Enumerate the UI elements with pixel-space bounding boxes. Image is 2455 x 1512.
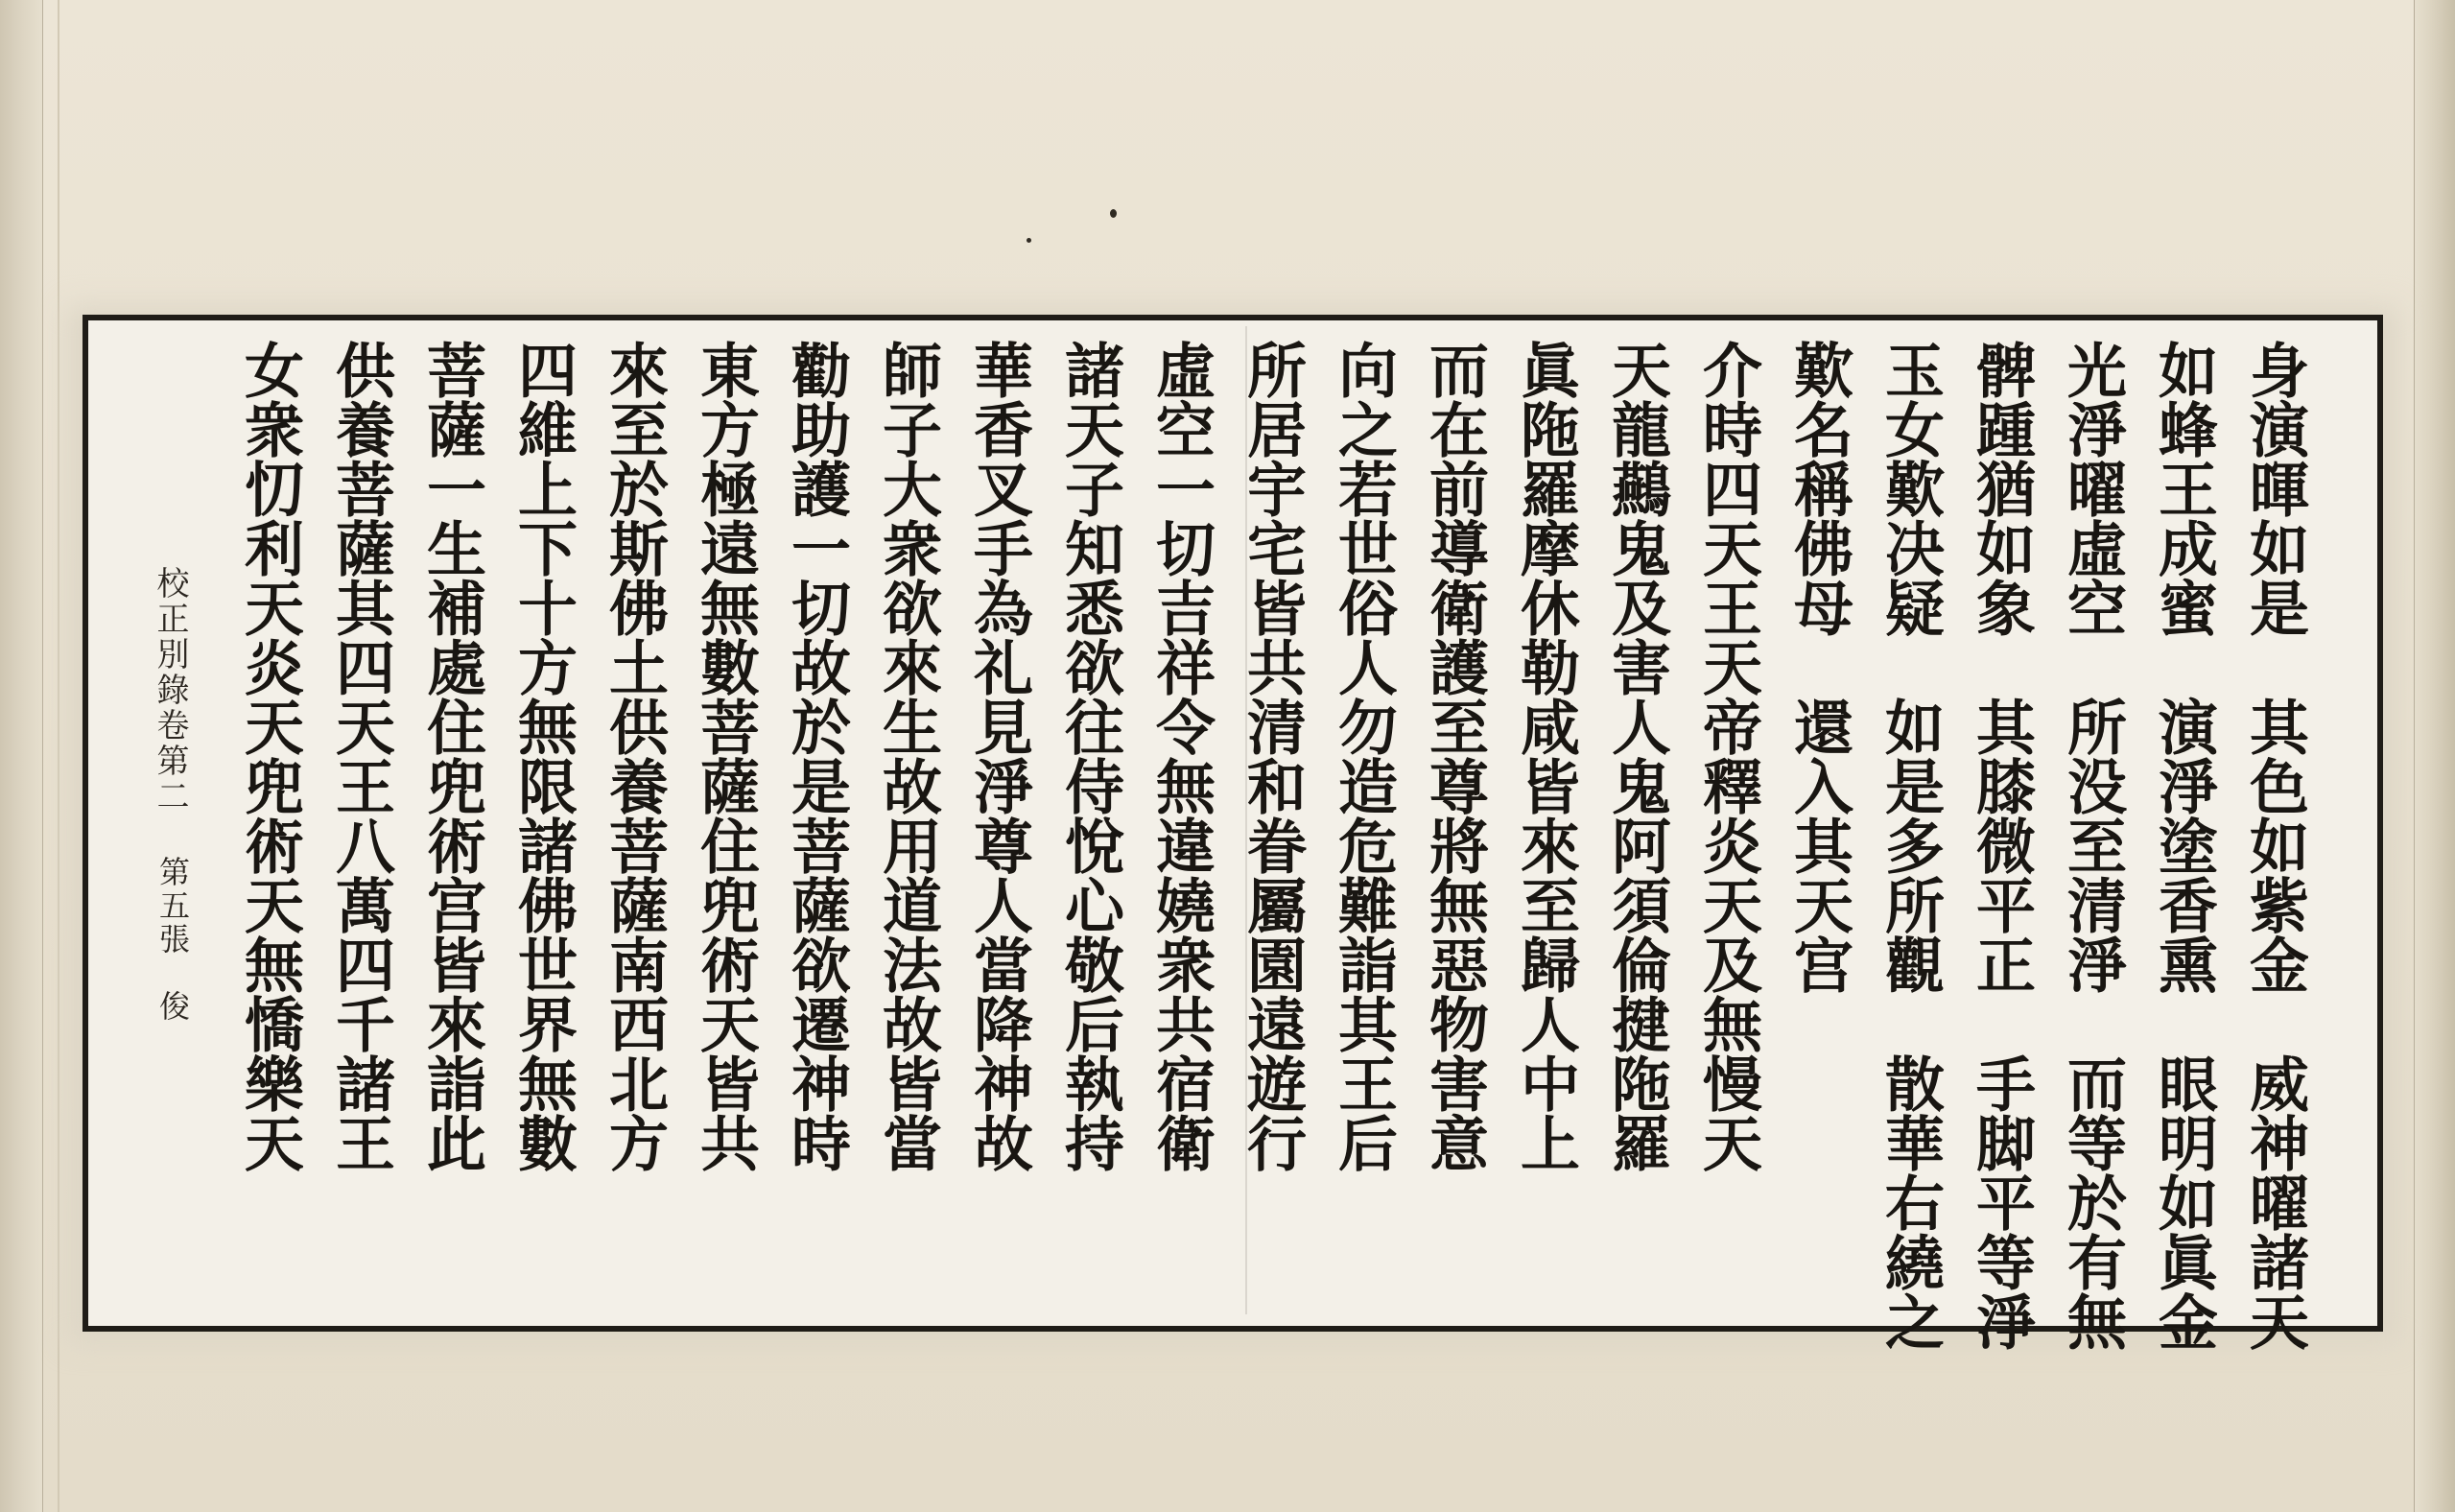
column-text: 虛空一切吉祥令無違嬈衆共宿衛 <box>1145 340 1216 1172</box>
column-text: 光淨曜虛空 所没至清淨 而等於有無 <box>2057 340 2128 1351</box>
text-column-22 <box>319 324 402 1318</box>
ink-spot <box>1027 238 1031 243</box>
column-text: 歎名稱佛母 還入其天宫 <box>1783 340 1854 994</box>
left-page-crease <box>58 0 59 1512</box>
text-column-13 <box>1139 324 1222 1318</box>
text-column-8 <box>1594 324 1678 1318</box>
text-column-17 <box>774 324 858 1318</box>
column-text: 菩薩一生補處住兜術宫皆來詣此 <box>416 340 487 1172</box>
column-text: 髀踵猶如象 其膝微平正 手脚平等淨 <box>1966 340 2037 1351</box>
column-text: 所居宇宅皆共清和眷屬園遠遊行 <box>1237 340 1308 1172</box>
column-text: 介時四天王天帝釋炎天及無慢天 <box>1692 340 1763 1172</box>
column-text: 四維上下十方無限諸佛世界無數 <box>508 340 578 1172</box>
text-columns <box>109 324 2316 1351</box>
text-column-15 <box>956 324 1040 1318</box>
column-text: 玉女歎决疑 如是多所觀 散華右繞之 <box>1875 340 1946 1351</box>
right-page-edge <box>2414 0 2455 1512</box>
text-column-21 <box>410 324 493 1318</box>
text-column-18 <box>683 324 767 1318</box>
column-text: 東方極遠無數菩薩住兜術天皆共 <box>690 340 761 1172</box>
colophon <box>153 566 249 1161</box>
column-text: 如蜂王成蜜 演淨塗香熏 眼明如眞金 <box>2148 340 2219 1351</box>
text-column-12 <box>1230 324 1313 1318</box>
text-column-20 <box>501 324 584 1318</box>
column-text: 身演暉如是 其色如紫金 威神曜諸天 <box>2239 340 2310 1351</box>
column-text: 諸天子知悉欲往侍悅心敬后執持 <box>1054 340 1125 1172</box>
column-text: 勸助護一切故於是菩薩欲遷神時 <box>781 340 852 1172</box>
column-text: 而在前導衛護至尊將無惡物害意 <box>1419 340 1490 1172</box>
text-column-16 <box>865 324 949 1318</box>
column-text: 來至於斯佛土供養菩薩南西北方 <box>599 340 670 1172</box>
ink-spot <box>1110 209 1117 218</box>
text-column-2 <box>2141 324 2225 1351</box>
text-column-9 <box>1503 324 1587 1318</box>
column-text: 華香叉手為礼見淨尊人當降神故 <box>963 340 1034 1172</box>
colophon-volume-title: 校正別錄卷第二 <box>151 566 189 815</box>
text-column-5 <box>1868 324 1951 1351</box>
column-text: 天龍䴏鬼及害人鬼阿須倫揵陁羅 <box>1601 340 1672 1172</box>
text-column-1 <box>2232 324 2316 1351</box>
column-text: 女衆忉利天炎天兜術天無憍樂天 <box>234 340 305 1172</box>
text-column-3 <box>2050 324 2134 1351</box>
left-binding-edge <box>0 0 43 1512</box>
text-column-11 <box>1321 324 1405 1318</box>
text-column-7 <box>1686 324 1769 1318</box>
column-text: 師子大衆欲來生故用道法故皆當 <box>872 340 943 1172</box>
text-column-10 <box>1412 324 1496 1318</box>
text-column-4 <box>1959 324 2042 1351</box>
text-column-14 <box>1048 324 1131 1318</box>
column-text: 向之若世俗人勿造危難詣其王后 <box>1328 340 1399 1172</box>
column-text: 眞陁羅摩休勒咸皆來至歸人中上 <box>1510 340 1581 1172</box>
text-column-19 <box>592 324 675 1318</box>
column-text: 供養菩薩其四天王八萬四千諸王 <box>325 340 396 1172</box>
colophon-page-number: 第五張 俊 <box>154 856 191 1024</box>
text-column-6 <box>1777 324 1860 1318</box>
